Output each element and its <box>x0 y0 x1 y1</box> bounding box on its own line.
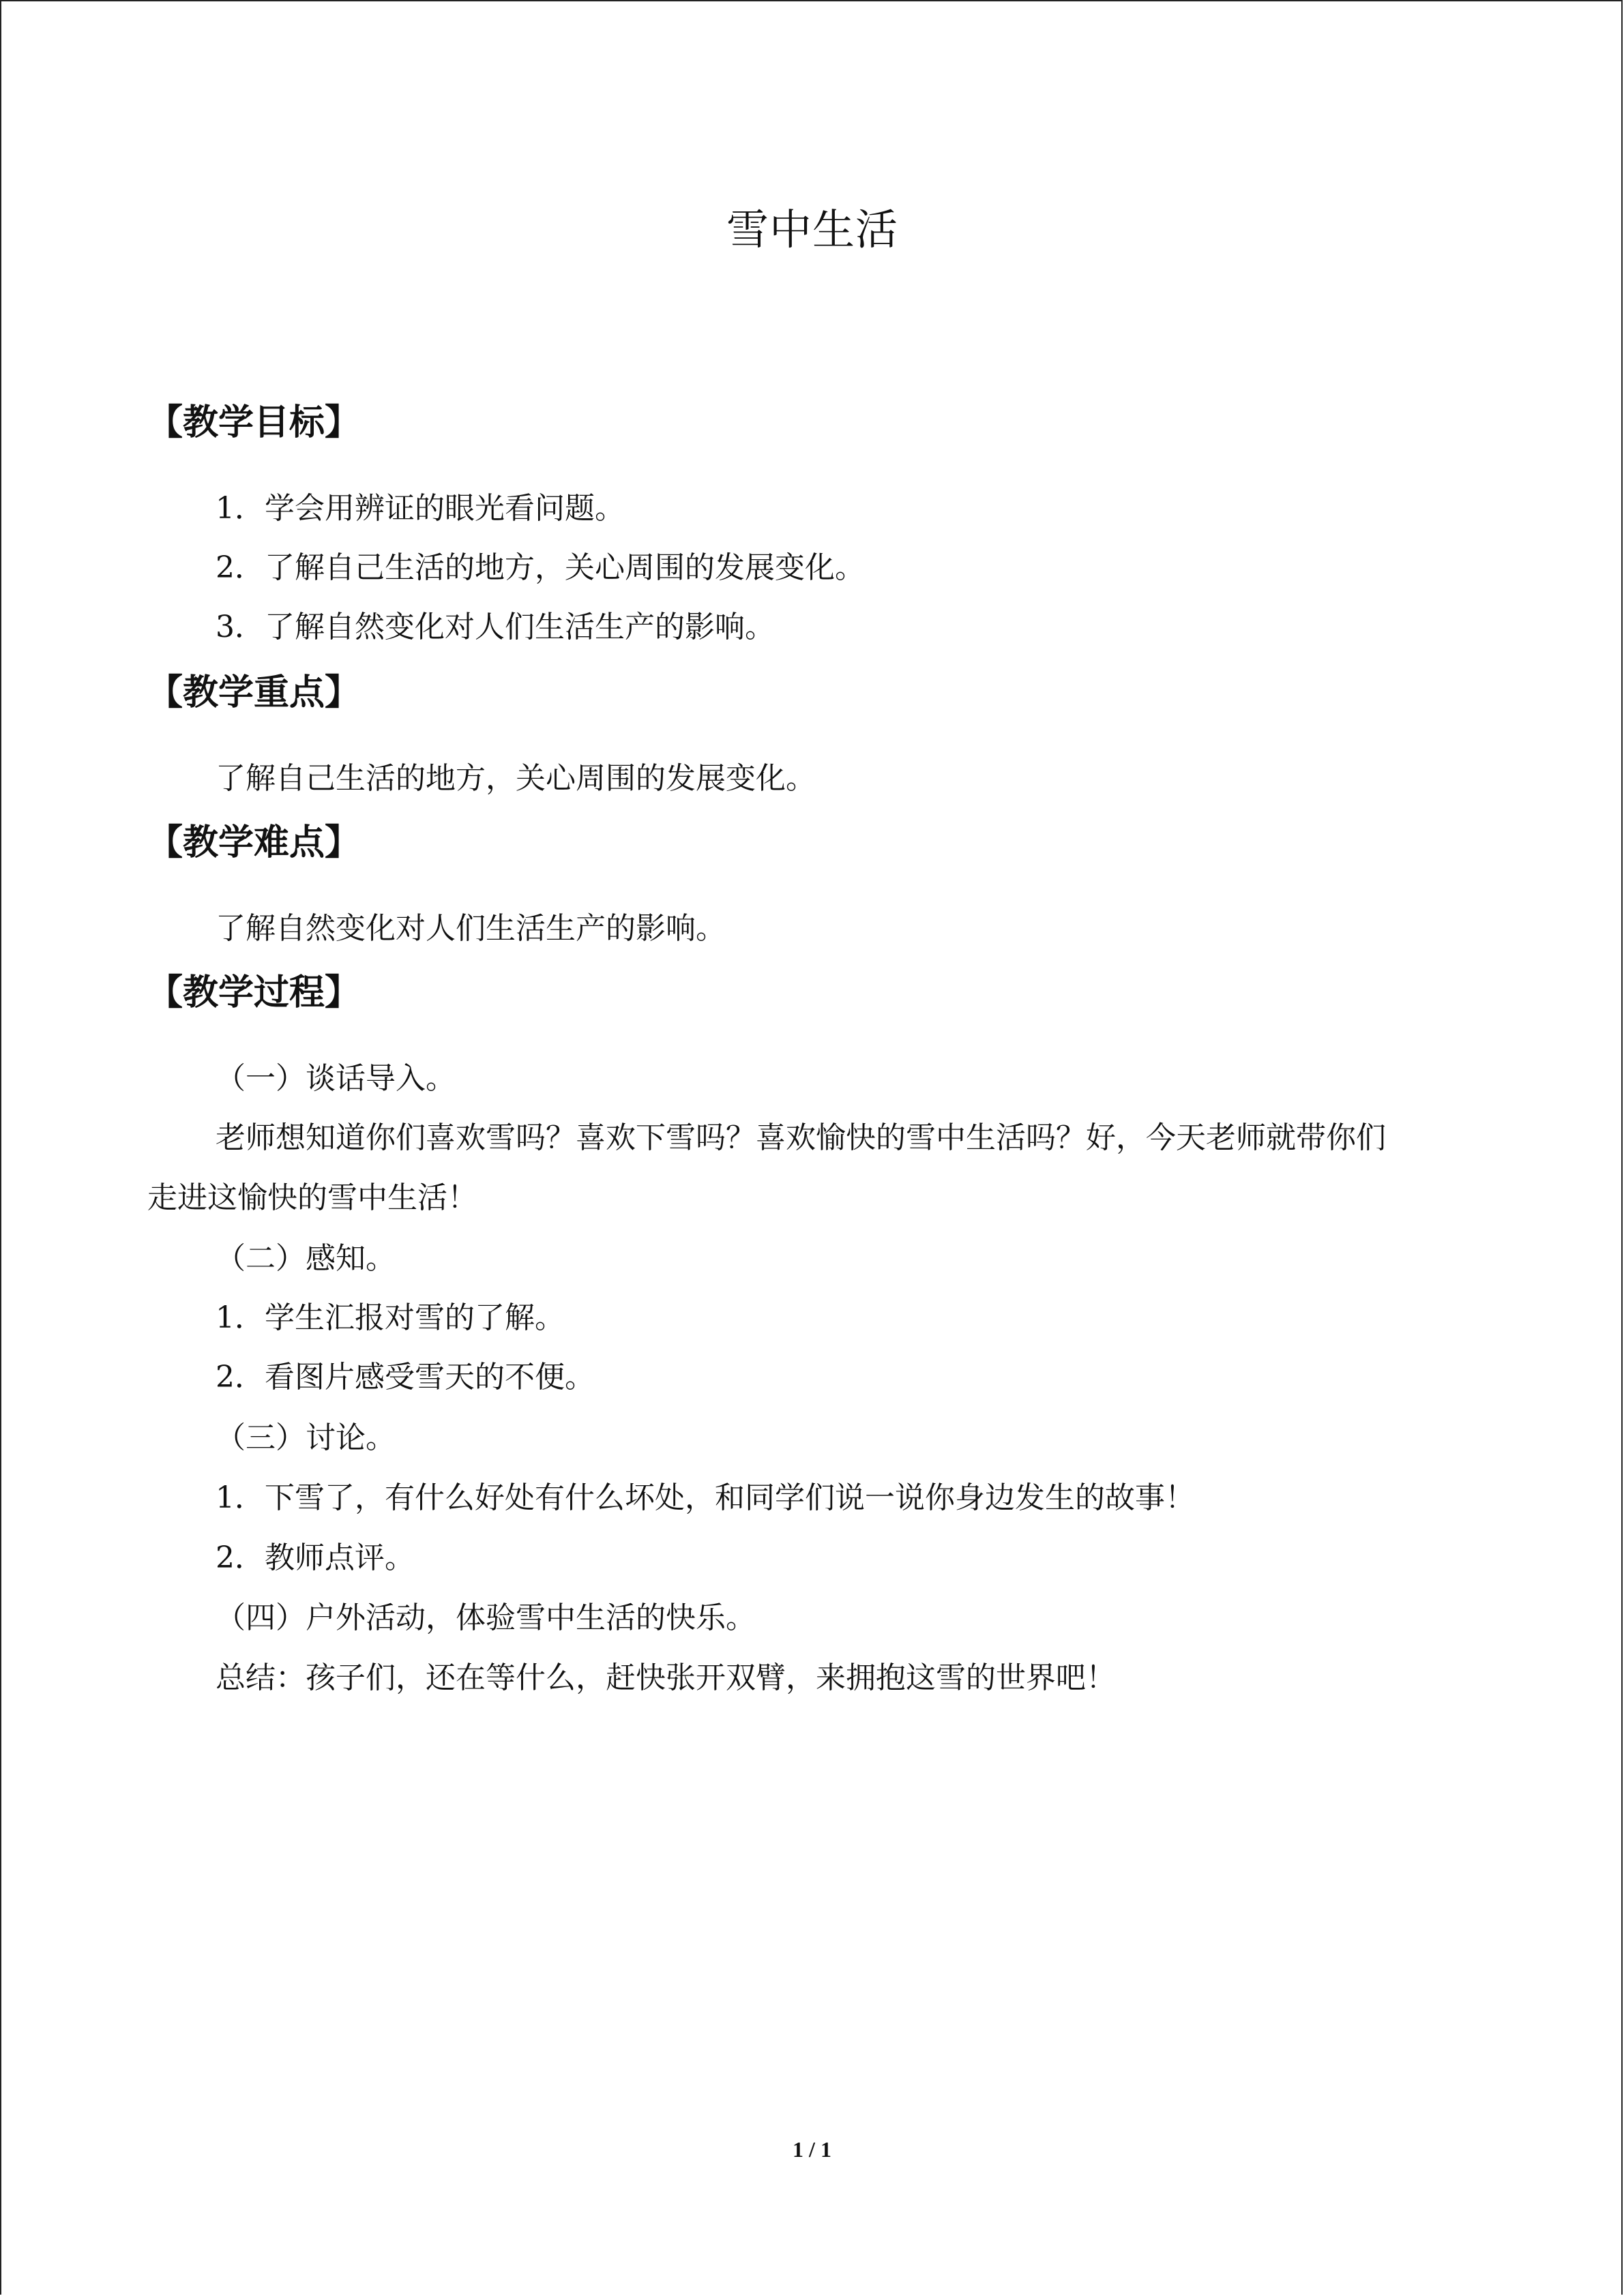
key-points-text: 了解自己生活的地方，关心周围的发展变化。 <box>216 761 816 796</box>
process-line-summary: 总结：孩子们，还在等什么，赶快张开双臂，来拥抱这雪的世界吧！ <box>216 1660 1116 1695</box>
process-line-snow-story: 1．下雪了，有什么好处有什么坏处，和同学们说一说你身边发生的故事！ <box>216 1480 1195 1515</box>
goal-item-1: 1．学会用辨证的眼光看问题。 <box>216 491 625 526</box>
heading-teaching-goals: 【教学目标】 <box>147 402 361 443</box>
process-line-pictures: 2．看图片感受雪天的不便。 <box>216 1360 595 1395</box>
process-line-report: 1．学生汇报对雪的了解。 <box>216 1300 565 1335</box>
heading-difficulties: 【教学难点】 <box>147 822 361 863</box>
goal-item-2: 2．了解自己生活的地方，关心周围的发展变化。 <box>216 550 865 585</box>
process-line-outdoor: （四）户外活动，体验雪中生活的快乐。 <box>216 1600 756 1635</box>
goal-item-3: 3．了解自然变化对人们生活生产的影响。 <box>216 610 775 644</box>
process-paragraph-intro: 老师想知道你们喜欢雪吗？喜欢下雪吗？喜欢愉快的雪中生活吗？好，今天老师就带你们走进这愉快的雪中生活！ <box>147 1120 1386 1215</box>
process-line-teacher-comment: 2．教师点评。 <box>216 1540 415 1575</box>
process-line-intro: （一）谈话导入。 <box>216 1061 456 1096</box>
heading-key-points: 【教学重点】 <box>147 672 361 713</box>
page-number: 1 / 1 <box>793 2137 831 2162</box>
difficulties-text: 了解自然变化对人们生活生产的影响。 <box>216 911 726 946</box>
document-title: 雪中生活 <box>726 205 898 254</box>
heading-teaching-process: 【教学过程】 <box>147 972 361 1013</box>
process-line-discussion: （三）讨论。 <box>216 1420 396 1455</box>
process-line-perception: （二）感知。 <box>216 1241 396 1276</box>
